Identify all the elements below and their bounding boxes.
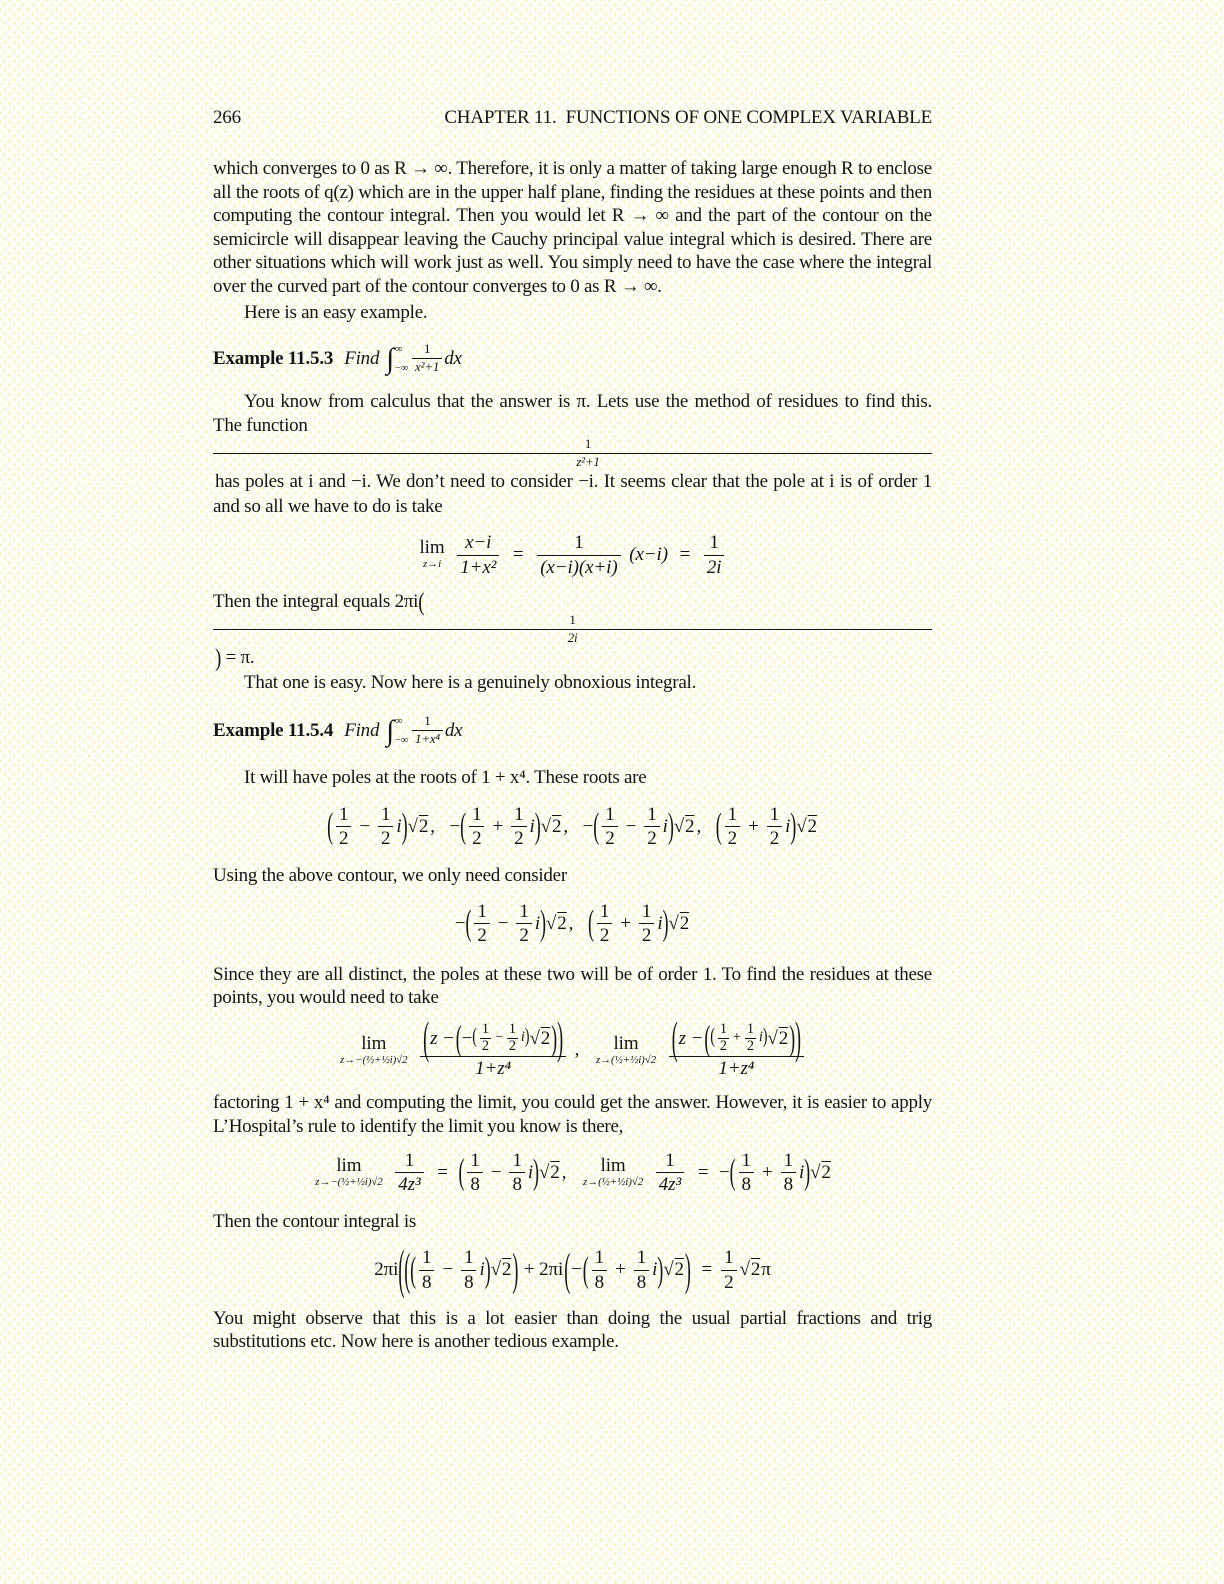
imaginary-unit: i [396,815,402,837]
sign: − [719,1161,730,1183]
imaginary-unit: i [534,912,541,934]
fraction-numerator: 1 [378,804,393,827]
integral-limits [395,342,408,376]
fraction-numerator: 1 [725,804,740,827]
fraction-numerator: 1 [592,1247,607,1270]
fraction-denominator: 2 [338,828,349,850]
left-paren: ( [458,1151,465,1192]
limit-subscript: z→(½+½i)√2 [595,1053,657,1066]
left-paren: ( [704,1018,711,1059]
paragraph-text: has poles at i and −i. We don’t need to consider −i. It seems clear that the pole at i is of order 1 and so all we have to do is take [213,471,932,517]
square-root [767,1027,789,1049]
equals-sign: = [701,1259,713,1281]
fraction-numerator: 1 [474,901,489,924]
fraction [474,901,489,947]
radicand: 2 [821,1162,831,1184]
fraction-denominator: (x−i)(x+i) [540,556,618,578]
fraction [412,714,443,746]
fraction-denominator: 2 [605,828,615,850]
fraction-denominator: 8 [464,1271,474,1293]
square-root [668,913,690,936]
right-paren: ) [484,1249,491,1290]
radical-sign: √ [407,816,418,838]
fraction-denominator: 4z³ [658,1174,682,1196]
integral-sign: ∫ [386,714,395,747]
radicand: 2 [679,913,690,935]
right-paren: ) [557,1012,563,1064]
fraction-denominator: 2i [567,629,578,645]
limit-operator: lim [419,537,445,559]
left-paren: ( [465,902,472,943]
limit-operator: lim [613,1032,639,1054]
imaginary-unit: i [652,1259,658,1281]
left-paren: ( [423,1012,430,1064]
separator: , [696,815,702,837]
radical-sign: √ [668,913,679,935]
separator: , [568,912,574,934]
sign: − [582,815,594,837]
fraction [656,1150,684,1196]
fraction-numerator: 1 [767,804,782,827]
display-equation-limit [213,532,932,578]
fraction-denominator: 8 [422,1271,432,1293]
left-paren: ( [472,1024,477,1049]
radical-sign: √ [796,816,807,838]
right-paren: ) [789,1018,796,1059]
paragraph: Then the contour integral is [213,1210,416,1232]
fraction [419,1247,434,1293]
left-paren: ( [582,1249,589,1290]
separator: , [574,1039,580,1061]
limit [340,1034,407,1068]
fraction [507,1022,518,1055]
imaginary-unit: i [785,815,791,837]
fraction [781,1150,796,1196]
differential: dx [444,348,462,370]
fraction-denominator: 2 [472,828,482,850]
imaginary-unit: i [662,815,668,837]
fraction-denominator: 2 [769,828,780,850]
square-root [408,815,430,838]
fraction-numerator: 1 [719,1020,727,1037]
radical-sign: √ [540,816,551,838]
fraction [516,901,531,947]
operator: − [442,1259,454,1281]
fraction-numerator: 1 [656,1150,684,1173]
fraction-denominator: 2 [719,1037,727,1054]
right-paren: ) [684,1243,691,1295]
fraction [745,1022,756,1055]
paragraph: which converges to 0 as R → ∞. Therefore, it is only a matter of taking large enough R to enclose all the roots of q(z) which are in the upper half plane, finding the residues at these points and then computing the contour integral. Then you would let R → ∞ and the part of the contour on the semicircle will disappear leaving the Cauchy principal value integral which is desired. There are other situations which will work just as well. You simply need to have the case where the integral over the curved part of the contour converges to 0 as R → ∞. [213,158,932,297]
fraction-denominator: 2 [481,1037,489,1054]
left-paren: ( [715,805,722,846]
operator: − [494,1029,503,1046]
paragraph-text: Then the integral equals 2πi [213,590,419,612]
limit-operator: lim [336,1155,362,1177]
paragraph: Since they are all distinct, the poles at these two will be of order 1. To find the residues at these points, you would need to take [213,963,932,1009]
paragraph [213,390,932,518]
fraction [592,1247,607,1293]
fraction-numerator: 1 [508,1020,516,1037]
fraction [704,532,725,578]
fraction-numerator: 1 [395,1150,423,1173]
fraction-numerator: 1 [511,804,526,827]
fraction [469,804,484,850]
integral-upper-limit: ∞ [395,344,403,356]
right-paren: ) [533,1151,539,1192]
fraction [457,532,499,578]
paragraph: Here is an easy example. [244,301,428,323]
left-paren: ( [729,1151,736,1192]
fraction [537,532,620,578]
radical-sign: √ [673,816,685,838]
fraction-numerator: 1 [461,1247,476,1270]
imaginary-unit: i [758,1029,763,1046]
chapter-title: CHAPTER 11. FUNCTIONS OF ONE COMPLEX VARIABLE [444,107,932,128]
fraction [602,804,617,850]
fraction-denominator: 1+x² [460,556,497,578]
fraction-denominator: 8 [636,1271,647,1293]
limit [583,1156,643,1190]
radicand: 2 [551,816,562,838]
fraction [634,1247,649,1293]
imaginary-unit: i [657,912,663,934]
math-token: z − [678,1027,704,1049]
right-paren: ) [524,1024,530,1049]
radical-sign: √ [545,913,557,935]
fraction [669,1012,804,1079]
fraction-denominator: 2 [508,1037,516,1054]
sign: − [449,815,461,837]
fraction-denominator: 8 [783,1174,793,1196]
equals-sign: = [697,1161,709,1183]
radicand: 2 [674,1259,684,1281]
fraction-denominator: 8 [512,1174,522,1196]
fraction-denominator: 2 [514,828,524,850]
fraction [420,1012,566,1079]
fraction-denominator: 8 [470,1174,480,1196]
left-paren: ( [410,1249,417,1290]
radical-sign: √ [538,1162,550,1184]
paragraph [213,587,932,673]
separator: , [563,815,568,837]
fraction [739,1150,754,1196]
right-paren: ) [790,805,797,846]
right-paren: ) [804,1151,811,1192]
fraction-numerator: 1 [509,1150,524,1173]
fraction-numerator: 1 [336,804,351,827]
fraction [511,804,526,850]
operator: + [492,815,504,837]
right-paren: ) [795,1012,801,1064]
limit-subscript: z→(½+½i)√2 [583,1176,644,1189]
example-label: Example 11.5.4 [213,720,334,742]
limit-subscript: z→−(½+½i)√2 [315,1176,383,1189]
separator: , [430,815,435,837]
fraction-numerator: 1 [516,901,531,924]
example-find-text: Find [344,720,380,742]
operator: − [497,912,509,934]
inner-term [472,1022,529,1055]
limit [420,538,445,572]
fraction-denominator: 2 [519,925,529,947]
display-equation-roots [213,804,932,850]
example-11-5-4-heading [213,714,932,748]
limit-subscript: z→i [423,558,442,571]
left-paren: ( [587,902,594,943]
radical-sign: √ [663,1259,674,1281]
paragraph: That one is easy. Now here is a genuinely obnoxious integral. [244,671,697,693]
fraction-numerator: 1 [597,901,612,924]
right-paren: ) [540,902,546,943]
example-label: Example 11.5.3 [213,348,334,370]
integral-sign: ∫ [386,342,395,375]
fraction [767,804,782,850]
equals-sign: = [512,544,524,566]
fraction-numerator: 1 [481,1020,489,1037]
integral-lower-limit: −∞ [395,362,409,374]
operator: − [359,815,370,837]
fraction-denominator: 2 [727,828,738,850]
square-root [546,913,568,936]
operator: + [620,912,631,934]
left-paren: ( [710,1024,715,1049]
math-token: z − [430,1027,455,1049]
fraction-denominator: 2i [706,556,722,578]
fraction [480,1022,491,1055]
fraction [721,1247,736,1293]
square-root [674,815,696,838]
radical-sign: √ [810,1162,821,1184]
radicand: 2 [550,1162,560,1184]
square-root [663,1259,685,1282]
integral-expression [386,342,461,376]
left-paren: ( [418,587,425,617]
paragraph: factoring 1 + x⁴ and computing the limit, you could get the answer. However, it is easier to apply L’Hospital’s rule to identify the limit you know is there, [213,1092,932,1137]
fraction-numerator: 1 [537,532,620,555]
paragraph-text: You know from calculus that the answer is π. Lets use the method of residues to find this. The function [213,391,932,436]
page-number: 266 [213,107,241,128]
left-paren: ( [404,1243,411,1295]
fraction [467,1150,482,1196]
inline-fraction [213,437,932,469]
right-paren: ) [215,644,222,673]
right-paren: ) [667,805,674,846]
fraction [395,1150,423,1196]
fraction-denominator: 8 [741,1174,751,1196]
limit-operator: lim [361,1032,387,1054]
math-token: (x−i) [629,544,668,566]
sign: − [461,1027,473,1049]
fraction [597,901,612,947]
fraction-numerator: 1 [412,342,442,359]
square-root [810,1162,832,1185]
fraction-denominator: 2 [381,828,391,850]
left-paren: ( [460,805,467,846]
paragraph-text: = π. [225,647,255,669]
radical-sign: √ [739,1259,750,1281]
fraction-denominator: 1+z⁴ [475,1057,512,1079]
math-token: 2πi [374,1259,399,1281]
left-paren: ( [671,1012,678,1064]
fraction-denominator: z²+1 [576,453,600,469]
left-paren: ( [455,1018,462,1059]
sign: − [571,1259,582,1281]
operator: + [761,1161,773,1183]
fraction-denominator: 2 [599,925,610,947]
operator: + [615,1259,626,1281]
fraction-numerator [669,1012,804,1064]
fraction [461,1247,476,1293]
imaginary-unit: i [520,1029,525,1046]
display-equation-lhospital [213,1150,932,1196]
radicand: 2 [540,1028,551,1050]
display-equation-consider [213,901,932,947]
fraction [718,1022,729,1055]
math-token: π [761,1259,771,1281]
math-token: + 2πi [523,1259,564,1281]
fraction-numerator: 1 [746,1020,754,1037]
fraction [336,804,351,850]
fraction-numerator: 1 [213,613,932,630]
fraction-numerator: 1 [419,1247,434,1270]
radicand: 2 [750,1259,761,1281]
fraction-denominator: 2 [641,925,652,947]
square-root [529,1027,551,1049]
square-root [491,1259,513,1282]
equals-sign: = [437,1161,448,1183]
operator: − [625,815,637,837]
integral-lower-limit: −∞ [395,734,409,746]
imaginary-unit: i [527,1161,534,1183]
operator: + [732,1029,741,1046]
fraction-numerator: 1 [704,532,725,555]
fraction-numerator: 1 [739,1150,754,1173]
right-paren: ) [534,805,541,846]
radicand: 2 [557,913,567,935]
fraction-denominator: 8 [594,1271,605,1293]
right-paren: ) [657,1249,664,1290]
fraction-numerator: 1 [213,437,932,454]
fraction-numerator: 1 [781,1150,796,1173]
imaginary-unit: i [479,1259,485,1281]
fraction [725,804,740,850]
fraction-denominator: x²+1 [415,358,440,374]
integral-upper-limit: ∞ [395,716,403,728]
operator: − [490,1161,502,1183]
fraction [412,342,442,374]
radical-sign: √ [490,1259,501,1281]
right-paren: ) [512,1243,519,1295]
sign: − [454,912,466,934]
square-root [740,1259,762,1282]
text-block [213,0,932,1354]
square-root [541,815,563,838]
left-paren: ( [593,805,600,846]
fraction-numerator: 1 [639,901,654,924]
radicand: 2 [778,1028,789,1050]
limit-subscript: z→−(½+½i)√2 [340,1053,408,1066]
display-equation-residue-limits [213,1012,932,1079]
fraction-numerator: 1 [412,714,443,731]
left-paren: ( [327,805,333,846]
right-paren: ) [401,805,408,846]
fraction-numerator: 1 [469,804,484,827]
square-root [796,815,818,838]
display-equation-contour-integral [213,1238,932,1299]
fraction [378,804,393,850]
fraction-numerator: 1 [467,1150,482,1173]
limit [315,1156,382,1190]
radical-sign: √ [529,1028,540,1050]
left-paren: ( [398,1238,405,1299]
fraction [509,1150,524,1196]
paragraph: Using the above contour, we only need consider [213,864,567,886]
running-header [213,107,932,129]
fraction-denominator: 4z³ [398,1174,421,1196]
fraction-denominator: 2 [477,925,487,947]
fraction-denominator: 2 [724,1271,734,1293]
right-paren: ) [551,1018,558,1059]
fraction [644,804,659,850]
separator: , [561,1161,567,1183]
fraction-denominator: 2 [647,828,657,850]
example-find-text: Find [344,348,380,370]
integral-limits [395,714,408,748]
fraction-numerator: 1 [602,804,617,827]
radicand: 2 [418,816,429,838]
limit-operator: lim [600,1155,626,1177]
square-root [539,1162,561,1185]
fraction-denominator: 1+x⁴ [415,730,440,746]
radical-sign: √ [767,1028,778,1050]
left-paren: ( [564,1243,571,1295]
right-paren: ) [662,902,669,943]
differential: dx [444,720,463,742]
fraction-numerator: 1 [634,1247,649,1270]
imaginary-unit: i [529,815,535,837]
paragraph: It will have poles at the roots of 1 + x⁴. These roots are [244,767,647,789]
fraction-denominator: 1+z⁴ [718,1057,755,1079]
fraction [639,901,654,947]
fraction-numerator [420,1012,566,1064]
fraction-numerator: 1 [721,1247,736,1270]
integral-expression [386,714,462,748]
right-paren: ) [762,1024,768,1049]
radicand: 2 [807,816,817,838]
radicand: 2 [501,1259,512,1281]
fraction-numerator: 1 [644,804,659,827]
imaginary-unit: i [798,1161,805,1183]
operator: + [748,815,759,837]
paragraph: You might observe that this is a lot easier than doing the usual partial fractions and trig substitutions etc. Now here is another tedious example. [213,1307,932,1353]
equals-sign: = [679,544,691,566]
inline-fraction [213,613,932,645]
example-11-5-3-heading [213,342,932,376]
limit [596,1034,656,1068]
radicand: 2 [685,816,695,838]
inner-term [710,1022,767,1055]
fraction-denominator: 2 [746,1037,754,1054]
fraction-numerator: x−i [457,532,499,555]
